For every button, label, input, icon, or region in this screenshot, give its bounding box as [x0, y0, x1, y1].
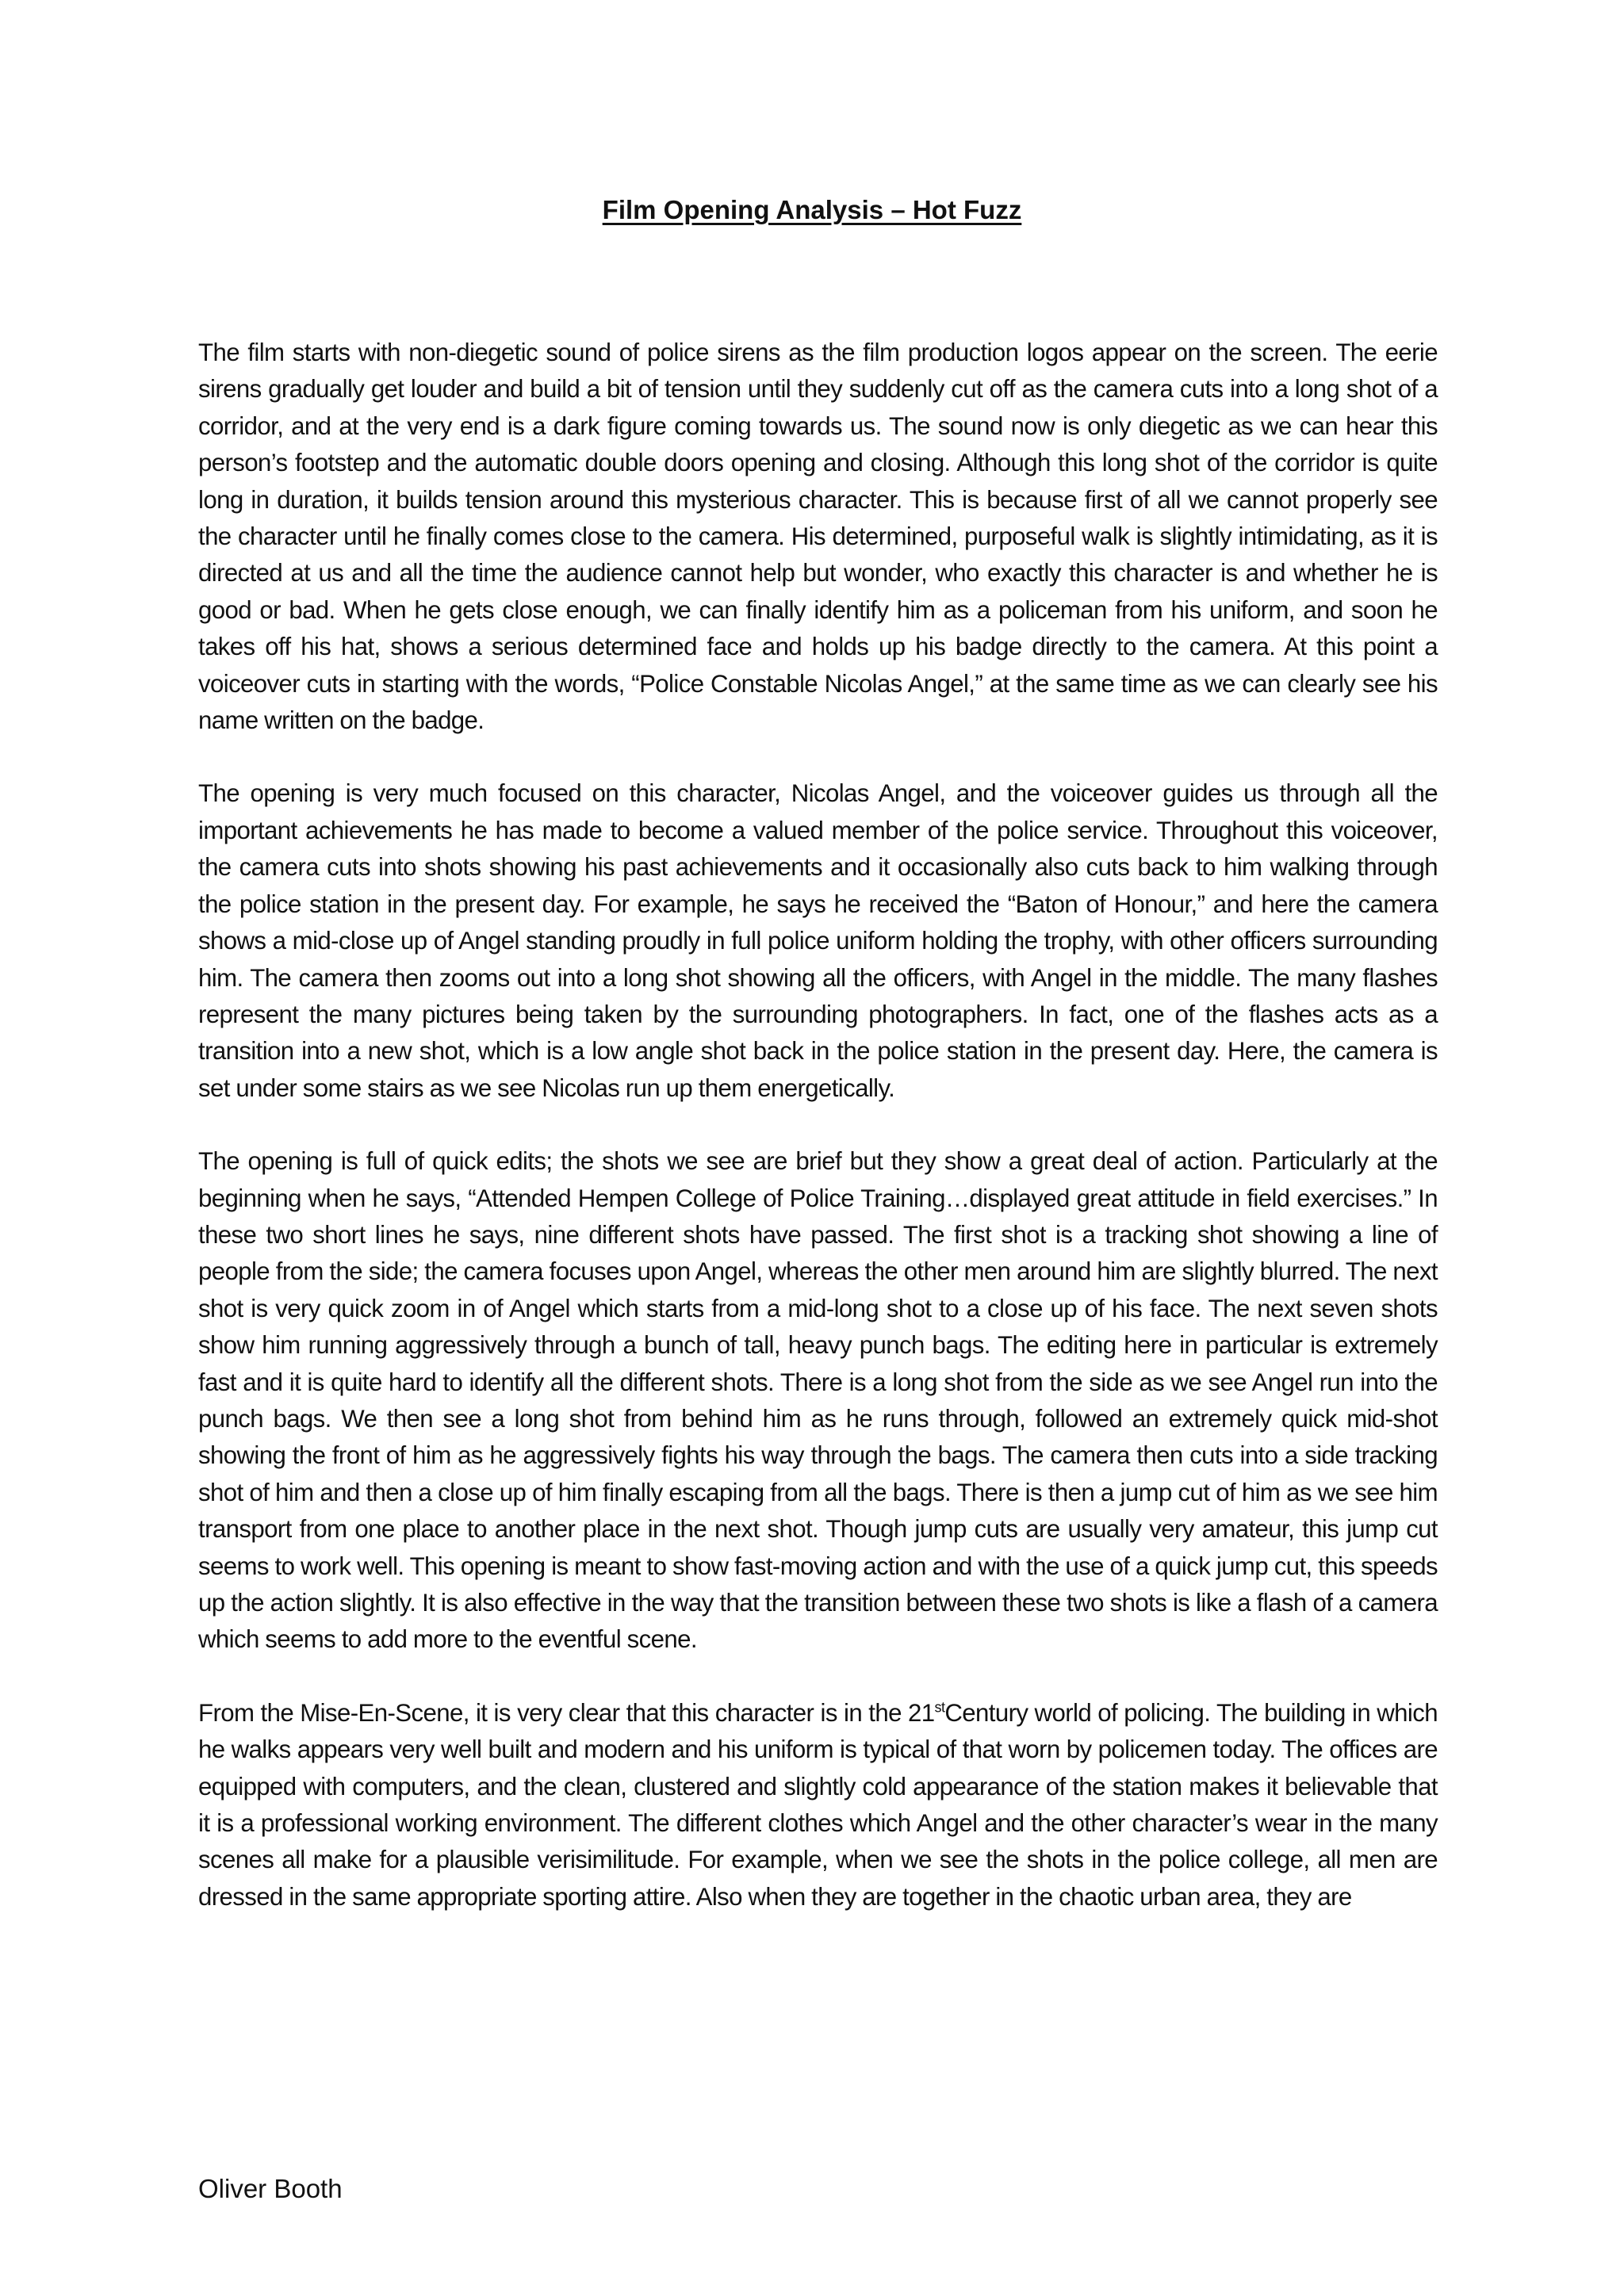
paragraph-1: The film starts with non-diegetic sound of police sirens as the film production logos appear on the screen. The eerie sirens gradually get louder and build a bit of tension until they suddenly cut off as the camera cuts into a long shot of a corridor, and at the very end is a dark figure coming towards us. The sound now is only diegetic as we can hear this person’s footstep and the automatic double doors opening and closing. Although this long shot of the corridor is quite long in duration, it builds tension around this mysterious character. This is because first of all we cannot properly see the character until he finally comes close to the camera. His determined, purposeful walk is slightly intimidating, as it is directed at us and all the time the audience cannot help but wonder, who exactly this character is and whether he is good or bad. When he gets close enough, we can finally identify him as a policeman from his uniform, and soon he takes off his hat, shows a serious determined face and holds up his badge directly to the camera. At this point a voiceover cuts in starting with the words, “Police Constable Nicolas Angel,” at the same time as we can clearly see his name written on the badge.	[198, 339, 1438, 735]
author-footer: Oliver Booth	[198, 2174, 343, 2203]
document-body	[198, 335, 1438, 1952]
document-title: Film Opening Analysis – Hot Fuzz	[602, 195, 1022, 224]
paragraph-4	[198, 1695, 1438, 1915]
paragraph-3: The opening is full of quick edits; the shots we see are brief but they show a great deal of action. Particularly at the beginning when he says, “Attended Hempen College of Police Training…displayed great attitude in field exercises.” In these two short lines he says, nine different shots have passed. The first shot is a tracking shot showing a line of people from the side; the camera focuses upon Angel, whereas the other men around him are slightly blurred. The next shot is very quick zoom in of Angel which starts from a mid-long shot to a close up of his face. The next seven shots show him running aggressively through a bunch of tall, heavy punch bags. The editing here in particular is extremely fast and it is quite hard to identify all the different shots. There is a long shot from the side as we see Angel run into the punch bags. We then see a long shot from behind him as he runs through, followed an extremely quick mid-shot showing the front of him as he aggressively fights his way through the bags. The camera then cuts into a side tracking shot of him and then a close up of him finally escaping from all the bags. There is then a jump cut of him as we see him transport from one place to another place in the next shot. Though jump cuts are usually very amateur, this jump cut seems to work well. This opening is meant to show fast-moving action and with the use of a quick jump cut, this speeds up the action slightly. It is also effective in the way that the transition between these two shots is like a flash of a camera which seems to add more to the eventful scene.	[198, 1147, 1438, 1654]
paragraph-4-rest: Century world of policing. The building in which he walks appears very well built and modern and his uniform is typical of that worn by policemen today. The offices are equipped with computers, and the clean, clustered and slightly cold appearance of the station makes it believable that it is a professional working environment. The different clothes which Angel and the other character’s wear in the many scenes all make for a plausible verisimilitude. For example, when we see the shots in the police college, all men are dressed in the same appropriate sporting attire. Also when they are together in the chaotic urban area, they are	[198, 1698, 1438, 1911]
paragraph-2: The opening is very much focused on this character, Nicolas Angel, and the voiceover guides us through all the important achievements he has made to become a valued member of the police service. Throughout this voiceover, the camera cuts into shots showing his past achievements and it occasionally also cuts back to him walking through the police station in the present day. For example, he says he received the “Baton of Honour,” and here the camera shows a mid-close up of Angel standing proudly in full police uniform holding the trophy, with other officers surrounding him. The camera then zooms out into a long shot showing all the officers, with Angel in the middle. The many flashes represent the many pictures being taken by the surrounding photographers. In fact, one of the flashes acts as a transition into a new shot, which is a low angle shot back in the police station in the present day. Here, the camera is set under some stairs as we see Nicolas run up them energetically.	[198, 779, 1438, 1102]
paragraph-4-start: From the Mise-En-Scene, it is very clear that this character is in the 21	[198, 1698, 935, 1727]
ordinal-suffix: st	[934, 1699, 945, 1716]
